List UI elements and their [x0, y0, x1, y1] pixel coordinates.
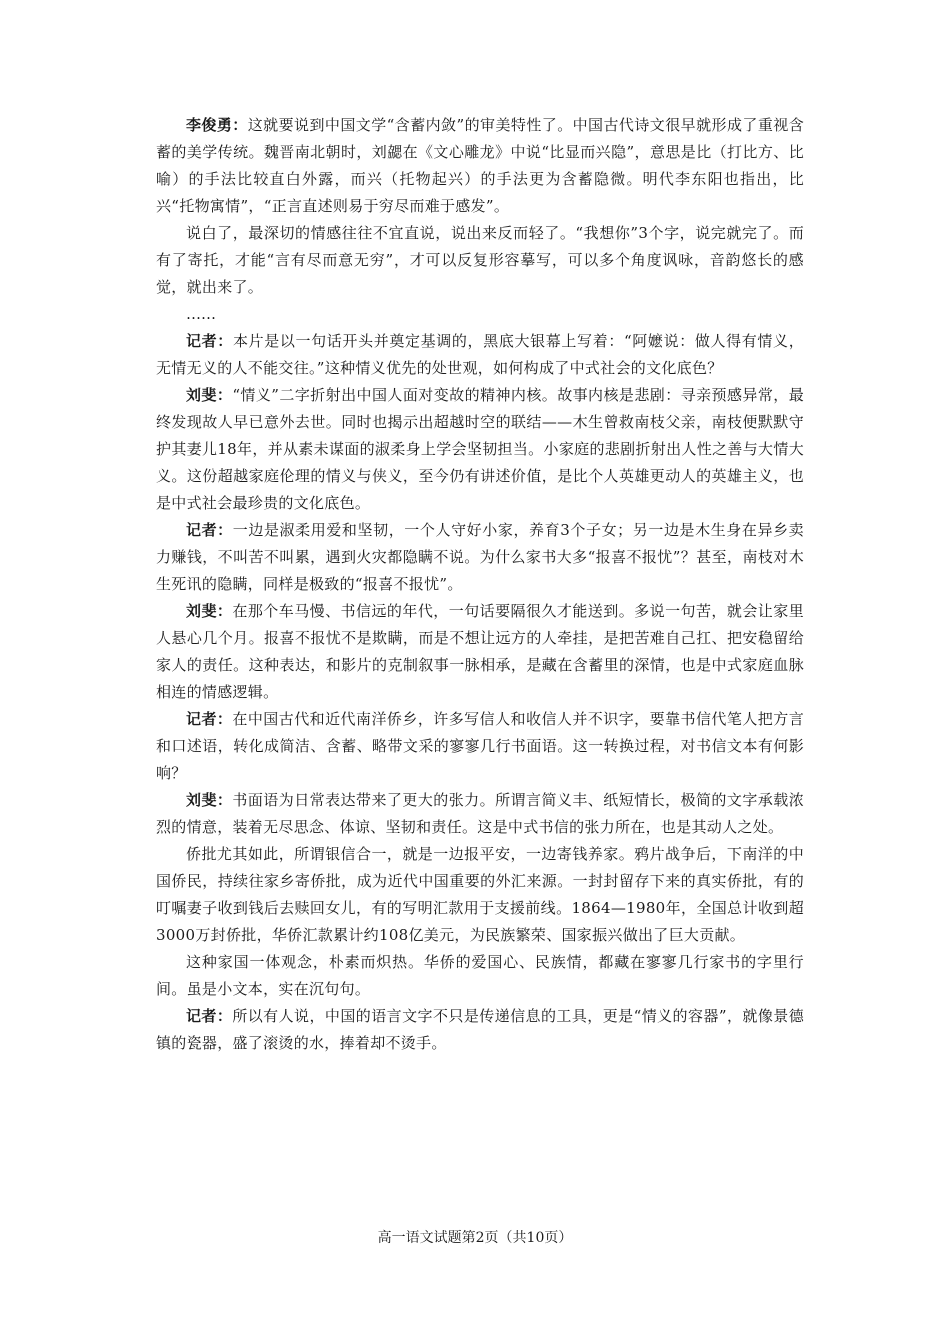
paragraph-text: 说白了，最深切的情感往往不宜直说，说出来反而轻了。“我想你”3个字，说完就完了。而有了寄托，才能“言有尽而意无穷”，才可以反复形容摹写，可以多个角度讽咏，音韵悠长的感觉，就出来了。	[156, 224, 804, 296]
paragraph-9	[156, 787, 804, 841]
paragraph-text: 这种家国一体观念，朴素而炽热。华侨的爱国心、民族情，都藏在寥寥几行家书的字里行间。虽是小文本，实在沉句句。	[156, 953, 804, 998]
paragraph-text: 侨批尤其如此，所谓银信合一，就是一边报平安，一边寄钱养家。鸦片战争后，下南洋的中国侨民，持续往家乡寄侨批，成为近代中国重要的外汇来源。一封封留存下来的真实侨批，有的叮嘱妻子收到钱后去赎回女儿，有的写明汇款用于支援前线。1864—1980年，全国总计收到超3000万封侨批，华侨汇款累计约108亿美元，为民族繁荣、国家振兴做出了巨大贡献。	[156, 845, 804, 944]
paragraph-text: 所以有人说，中国的语言文字不只是传递信息的工具，更是“情义的容器”，就像景德镇的瓷器，盛了滚烫的水，捧着却不烫手。	[156, 1007, 804, 1052]
paragraph-text: 在中国古代和近代南洋侨乡，许多写信人和收信人并不识字，要靠书信代笔人把方言和口述语，转化成简洁、含蓄、略带文采的寥寥几行书面语。这一转换过程，对书信文本有何影响？	[156, 710, 805, 782]
speaker-label: 刘斐：	[186, 791, 233, 809]
paragraph-8	[156, 706, 804, 787]
paragraph-11	[156, 949, 804, 1003]
paragraph-10	[156, 841, 804, 949]
paragraph-1	[156, 112, 804, 220]
paragraph-text: 书面语为日常表达带来了更大的张力。所谓言简义丰、纸短情长，极简的文字承载浓烈的情意，装着无尽思念、体谅、坚韧和责任。这是中式书信的张力所在，也是其动人之处。	[156, 791, 805, 836]
speaker-label: 刘斐：	[186, 602, 233, 620]
paragraph-5	[156, 382, 804, 517]
paragraph-7	[156, 598, 804, 706]
paragraph-text: 本片是以一句话开头并奠定基调的，黑底大银幕上写着：“阿嬷说：做人得有情义，无情无义的人不能交往。”这种情义优先的处世观，如何构成了中式社会的文化底色？	[156, 332, 804, 377]
paragraph-12	[156, 1003, 804, 1057]
paragraph-text: 在那个车马慢、书信远的年代，一句话要隔很久才能送到。多说一句苦，就会让家里人悬心几个月。报喜不报忧不是欺瞒，而是不想让远方的人牵挂，是把苦难自己扛、把安稳留给家人的责任。这种表达，和影片的克制叙事一脉相承，是藏在含蓄里的深情，也是中式家庭血脉相连的情感逻辑。	[156, 602, 805, 701]
speaker-label: 记者：	[186, 710, 233, 728]
paragraph-2	[156, 220, 804, 301]
paragraph-6	[156, 517, 804, 598]
speaker-label: 李俊勇：	[186, 116, 248, 134]
paragraph-text: “情义”二字折射出中国人面对变故的精神内核。故事内核是悲剧：寻亲预感异常，最终发现故人早已意外去世。同时也揭示出超越时空的联结——木生曾救南枝父亲，南枝便默默守护其妻儿18年，并从素未谋面的淑柔身上学会坚韧担当。小家庭的悲剧折射出人性之善与大情大义。这份超越家庭伦理的情义与侠义，至今仍有讲述价值，是比个人英雄更动人的英雄主义，也是中式社会最珍贵的文化底色。	[156, 386, 804, 512]
speaker-label: 记者：	[186, 1007, 233, 1025]
paragraph-text: 一边是淑柔用爱和坚韧，一个人守好小家，养育3个子女；另一边是木生身在异乡卖力赚钱，不叫苦不叫累，遇到火灾都隐瞒不说。为什么家书大多“报喜不报忧”？甚至，南枝对木生死讯的隐瞒，同样是极致的“报喜不报忧”。	[156, 521, 804, 593]
speaker-label: 刘斐：	[186, 386, 233, 404]
ellipsis-line	[156, 301, 804, 328]
speaker-label: 记者：	[186, 521, 233, 539]
document-body	[156, 112, 804, 1057]
paragraph-text: ……	[186, 305, 216, 323]
paragraph-text: 这就要说到中国文学“含蓄内敛”的审美特性了。中国古代诗文很早就形成了重视含蓄的美学传统。魏晋南北朝时，刘勰在《文心雕龙》中说“比显而兴隐”，意思是比（打比方、比喻）的手法比较直白外露，而兴（托物起兴）的手法更为含蓄隐微。明代李东阳也指出，比兴“托物寓情”，“正言直述则易于穷尽而难于感发”。	[156, 116, 804, 215]
page-footer: 高一语文试题第2页（共10页）	[377, 1230, 573, 1246]
speaker-label: 记者：	[186, 332, 233, 350]
paragraph-4	[156, 328, 804, 382]
